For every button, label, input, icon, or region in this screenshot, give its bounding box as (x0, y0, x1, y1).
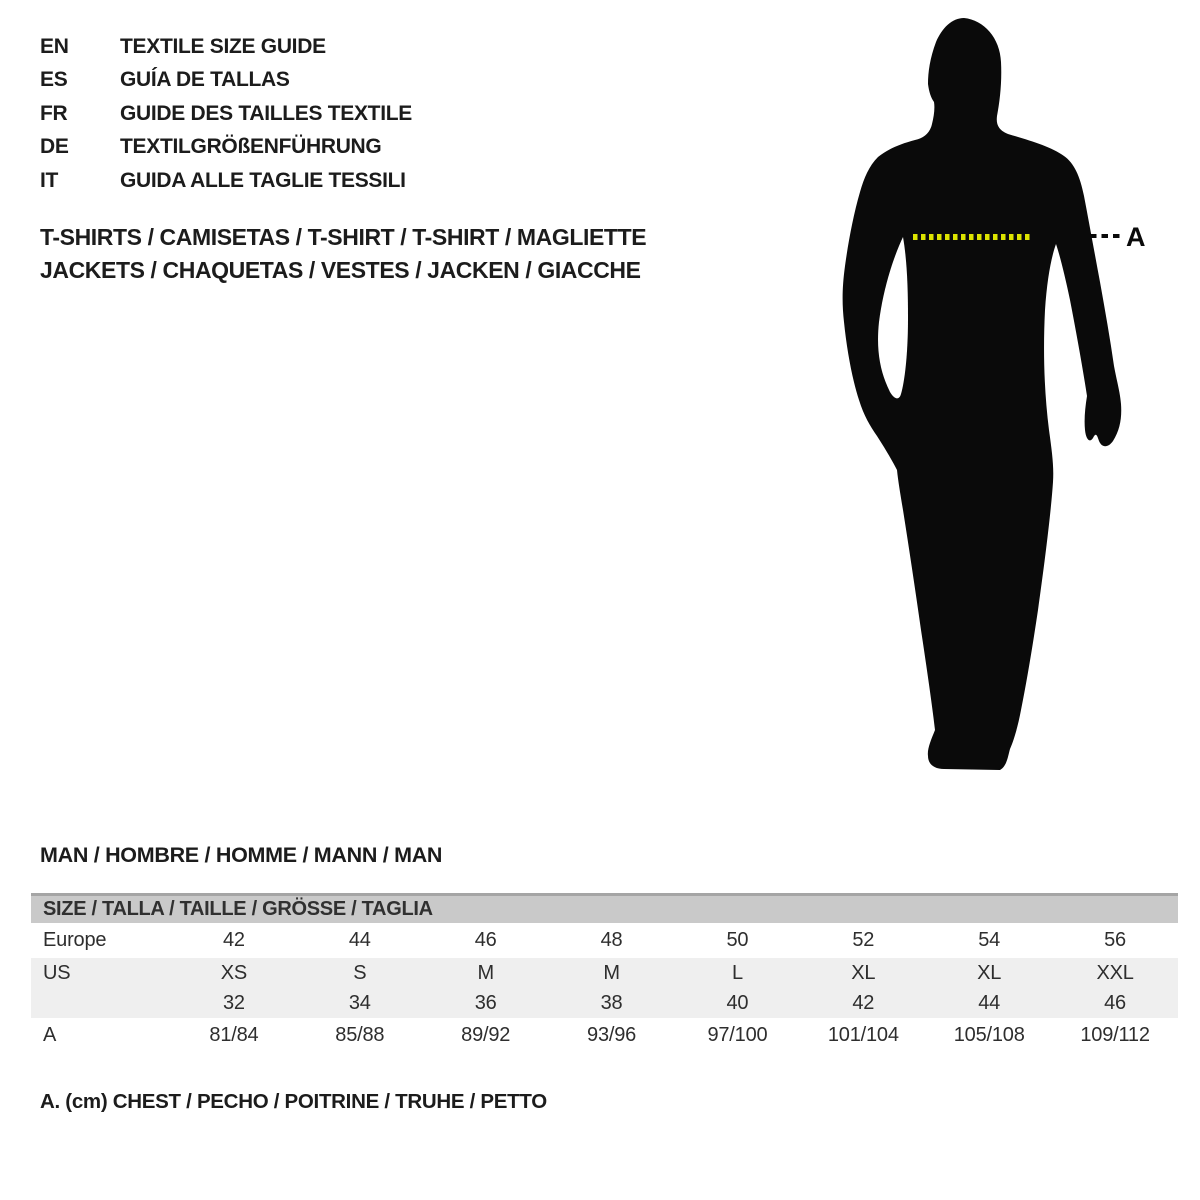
section-title-man: MAN / HOMBRE / HOMME / MANN / MAN (40, 843, 443, 867)
category-line-tshirts: T-SHIRTS / CAMISETAS / T-SHIRT / T-SHIRT / MAGLIETTE (40, 224, 647, 250)
language-row-es (40, 64, 412, 98)
size-cell: 42 (223, 929, 245, 951)
size-cell: 44 (348, 929, 371, 951)
language-row-en (40, 30, 412, 64)
row-label: Europe (43, 929, 107, 951)
size-cell: M (477, 961, 494, 984)
size-cell: 48 (600, 929, 623, 951)
size-cell: 101/104 (827, 1024, 899, 1046)
size-cell: 46 (1104, 991, 1126, 1014)
man-silhouette-svg (820, 0, 1200, 800)
language-code: ES (40, 68, 68, 92)
size-row-numeric (31, 988, 1178, 1018)
size-cell: 97/100 (707, 1024, 768, 1046)
language-code: EN (40, 34, 69, 58)
size-cell: 40 (726, 991, 749, 1014)
size-cell: 42 (852, 991, 875, 1014)
measurement-label-a: A (1126, 222, 1146, 252)
man-silhouette-figure (820, 0, 1200, 800)
row-label: US (43, 961, 71, 984)
size-cell: 85/88 (335, 1024, 385, 1046)
category-line-jackets: JACKETS / CHAQUETAS / VESTES / JACKEN / GIACCHE (40, 257, 641, 283)
size-cell: L (731, 961, 743, 984)
footnote-chest-legend: A. (cm) CHEST / PECHO / POITRINE / TRUHE / PETTO (40, 1090, 547, 1113)
size-cell: S (353, 961, 367, 984)
language-row-fr (40, 97, 412, 131)
size-table (31, 893, 1178, 1053)
size-cell: 93/96 (587, 1024, 637, 1046)
size-row-europe (31, 923, 1178, 958)
language-row-it (40, 164, 412, 198)
size-cell: 44 (978, 991, 1001, 1014)
language-title: TEXTILE SIZE GUIDE (120, 34, 326, 58)
size-cell: 34 (348, 991, 371, 1014)
language-title: GUIDA ALLE TAGLIE TESSILI (120, 168, 406, 192)
language-code: DE (40, 135, 69, 159)
size-cell: 89/92 (461, 1024, 511, 1046)
size-row-chest (31, 1018, 1178, 1053)
size-cell: 52 (852, 929, 875, 951)
size-cell: XS (220, 961, 248, 984)
size-cell: 54 (978, 929, 1001, 951)
language-guide-list (40, 30, 412, 198)
language-title: TEXTILGRÖßENFÜHRUNG (120, 135, 382, 159)
man-silhouette (843, 18, 1122, 770)
size-cell: XL (851, 961, 876, 984)
language-row-de (40, 131, 412, 165)
size-cell: 50 (726, 929, 749, 951)
size-cell: 36 (474, 991, 497, 1014)
size-cell: 81/84 (209, 1024, 259, 1046)
garment-categories (40, 221, 646, 287)
row-label: A (43, 1024, 57, 1046)
size-cell: 38 (600, 991, 623, 1014)
size-cell: 109/112 (1080, 1024, 1150, 1046)
size-table-header: SIZE / TALLA / TAILLE / GRÖSSE / TAGLIA (31, 893, 1178, 923)
size-cell: 56 (1104, 929, 1126, 951)
size-cell: XXL (1096, 961, 1134, 984)
size-cell: 32 (223, 991, 245, 1014)
language-code: FR (40, 101, 68, 125)
language-title: GUÍA DE TALLAS (120, 68, 290, 92)
size-cell: XL (977, 961, 1002, 984)
language-title: GUIDE DES TAILLES TEXTILE (120, 101, 412, 125)
language-code: IT (40, 168, 59, 192)
size-cell: 105/108 (953, 1024, 1025, 1046)
size-cell: 46 (474, 929, 497, 951)
size-row-us (31, 958, 1178, 988)
size-cell: M (603, 961, 620, 984)
